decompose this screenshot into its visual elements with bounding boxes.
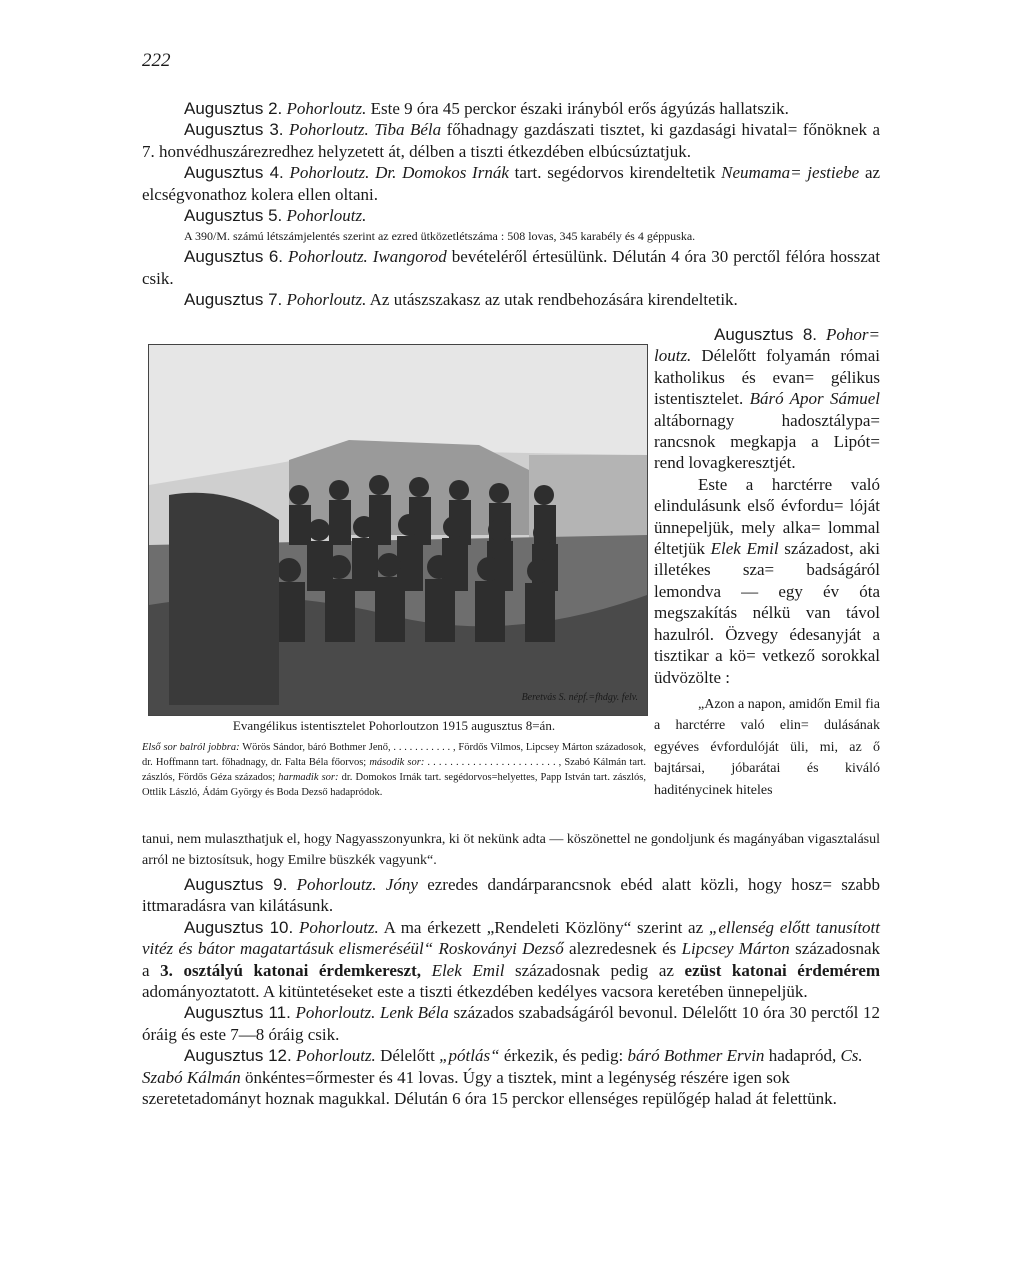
entry-place: Pohorloutz.	[296, 875, 377, 894]
entry-aug-8	[654, 324, 880, 474]
entry-aug-3	[142, 119, 880, 162]
entry-date: Augusztus 8.	[714, 325, 818, 344]
entry-place: Pohorloutz.	[286, 290, 367, 310]
person-name: Jóny	[385, 875, 418, 894]
person-name: Elek Emil	[710, 539, 779, 559]
entry-text: Az utászszakasz az utak rendbehozására kirendeltetik.	[369, 290, 738, 310]
person-name: Roskoványi Dezső	[438, 939, 564, 959]
entry-date: Augusztus 12.	[184, 1046, 292, 1066]
photo-credit: Beretvás S. népf.=fhdgy. felv.	[521, 692, 638, 703]
entry-text: hadapród,	[768, 1046, 837, 1066]
caption-row-label: második sor:	[369, 757, 425, 768]
entry-aug-12	[142, 1045, 880, 1109]
person-name: Tiba Béla	[374, 120, 442, 140]
entry-text: adományoztatott. A kitüntetéseket este a tiszti étkezdében kedélyes vacsora keretében ünnepeljük.	[142, 982, 808, 1002]
entry-date: Augusztus 7.	[184, 290, 283, 310]
entry-place: Pohorloutz.	[296, 1046, 376, 1066]
caption-row-names: . . . . . . . . . . . . . . . . . . . . . . . , Szabó Kálmán tart. zászlós, Fördős Géza százados;	[142, 757, 647, 783]
award-name: 3. osztályú katonai érdemkereszt,	[160, 960, 421, 980]
photo-title: Evangélikus istentisztelet Pohorloutzon 1915 augusztus 8=án.	[232, 718, 556, 733]
entry-place: Pohorloutz.	[295, 1003, 376, 1023]
entry-text: századosnak a	[142, 939, 881, 980]
entry-text: ezredes dandárparancsnok ebéd alatt közli, hogy hosz= szabb ittmaradásra van kilátásunk.	[142, 875, 881, 916]
place-name: Iwangorod	[372, 247, 447, 267]
entry-place: Pohorloutz.	[289, 163, 370, 183]
person-name: Lenk Béla	[379, 1003, 449, 1023]
person-name: báró Bothmer Ervin	[627, 1046, 765, 1066]
entry-text: Délelőtt	[380, 1046, 435, 1066]
entry-text: százados szabadságáról bevonul. Délelőtt 10 óra 30 perctől 12 óráig és este 7—8 óráig csik.	[142, 1003, 880, 1044]
entry-aug-9	[142, 874, 880, 917]
entry-text: érkezik, és pedig:	[503, 1046, 624, 1066]
entry-place: Pohorloutz.	[298, 917, 379, 937]
entry-aug-4	[142, 162, 880, 205]
entry-aug-6	[142, 246, 880, 289]
entry-aug-7	[142, 289, 880, 310]
diary-entries-top	[142, 98, 880, 311]
quote-end-text: tanui, nem mulaszthatjuk el, hogy Nagyasszonyunkra, ki öt nekünk adta — köszönettel ne gondoljunk és magányában vigasztalásul arról ne biztosítsuk, hogy Emilre büszkék vagyunk“.	[142, 832, 880, 869]
letter-quote-end	[142, 829, 880, 872]
entry-date: Augusztus 6.	[184, 247, 284, 267]
entry-date: Augusztus 5.	[184, 206, 283, 226]
entry-text: A ma érkezett „Rendeleti Közlöny“ szerint az	[383, 917, 704, 937]
place-name: Neumama= jestiebe	[721, 163, 860, 183]
entry-text: tart. segédorvos kirendeltetik	[514, 163, 716, 183]
award-name: ezüst katonai érdemérem	[684, 960, 881, 980]
entry-text: főhadnagy gazdászati tisztet, ki gazdasági hivatal= főnöknek a 7. honvédhuszárezredhez helyzetett át, délben a tiszti étkezdében elbúcsúztatjuk.	[142, 120, 881, 161]
photo-caption	[142, 740, 646, 800]
entry-aug-2	[142, 98, 880, 119]
entry-aug-5	[142, 205, 880, 226]
person-name: Cs. Szabó Kálmán	[142, 1046, 863, 1087]
person-name: Dr. Domokos Irnák	[375, 163, 509, 183]
entry-text: századosnak pedig az	[515, 960, 674, 980]
group-photo	[148, 344, 648, 716]
entry-date: Augusztus 10.	[184, 917, 294, 937]
citation-text: „pótlás“	[439, 1046, 500, 1066]
entry-place: Pohorloutz.	[288, 120, 369, 140]
entry-place: Pohorloutz.	[288, 247, 368, 267]
entry-date: Augusztus 4.	[184, 163, 284, 183]
entry-text: századost, aki illetékes sza= badságáról lemondva — egy év óta megszakítás nélkü van távol hazulról. Özvegy édesanyját a tisztikar a kö= vetkező sorokkal üdvözölte :	[654, 539, 881, 687]
entry-date: Augusztus 11.	[184, 1003, 291, 1023]
entry-place: Pohorloutz.	[286, 206, 367, 226]
citation-text: „ellenség előtt tanusított vitéz és bátor magatartásuk elismeréséül“	[142, 917, 880, 959]
entry-aug-10	[142, 917, 880, 1003]
group-photo-illustration	[149, 345, 647, 715]
caption-row-label: Első sor balról jobbra:	[142, 742, 240, 753]
page-number: 222	[142, 50, 171, 71]
caption-row-label: harmadik sor:	[278, 772, 339, 783]
entry-text: Este 9 óra 45 perckor északi irányból erős ágyúzás hallatszik.	[370, 99, 789, 118]
caption-row-names: dr. Domokos Irnák tart. segédorvos=helyettes, Papp István tart. zászlós, Ottlik László, Ádám György és Boda Dezső hadapródok.	[142, 772, 647, 798]
entry-place: Pohorloutz.	[286, 99, 367, 118]
entry-text: önkéntes=őrmester és 41 lovas. Úgy a tisztek, mint a legénység részére igen sok szeretetadományt hoznak magukkal. Délután 6 óra 15 perckor ellenséges repülőgép halad át felettünk.	[142, 1067, 837, 1109]
side-column	[654, 324, 880, 801]
diary-entries-bottom	[142, 874, 880, 1109]
person-name: Báró Apor Sámuel	[749, 389, 880, 409]
person-name: Lipcsey Márton	[681, 939, 790, 959]
entry-aug-5-report: A 390/M. számú létszámjelentés szerint az ezred ütközetlétszáma : 508 lovas, 345 karabély és 4 géppuska.	[184, 229, 696, 244]
caption-row-names: Wörös Sándor, báró Bothmer Jenő, . . . . . . . . . . . , Fördős Vilmos, Lipcsey Márton századosok, dr. Hoffmann tart. főhadnagy, dr. Falta Béla főorvos;	[142, 742, 647, 768]
entry-aug-8-continued	[654, 474, 880, 688]
entry-text: Este a harctérre való elindulásunk első évfordu= lóját ünnepeljük, mely alka= lommal éltetjük	[654, 474, 880, 559]
person-name: Elek Emil	[431, 960, 505, 980]
entry-text: az elcségvonathoz kolera ellen oltani.	[142, 163, 881, 204]
entry-text: bevételéről értesülünk. Délután 4 óra 30 perctől félóra hosszat csik.	[142, 247, 881, 288]
entry-text: altábornagy hadosztálypa= rancsnok megkapja a Lipót= rend lovagkeresztjét.	[654, 410, 880, 473]
photo-figure	[142, 344, 646, 738]
entry-date: Augusztus 3.	[184, 120, 284, 140]
entry-date: Augusztus 9.	[184, 875, 288, 894]
entry-date: Augusztus 2.	[184, 99, 283, 118]
letter-quote: „Azon a napon, amidőn Emil fia a harctérre való elin= dulásának egyéves évfordulóját üli, mi, az ő bajtársai, jóbarátai és kiváló haditénycinek hiteles	[654, 696, 880, 798]
entry-text: alezredesnek és	[569, 939, 677, 959]
entry-aug-11	[142, 1002, 880, 1045]
entry-place: Pohor= loutz.	[654, 325, 881, 366]
entry-text: Délelőtt folyamán római katholikus és evan= gélikus istentisztelet.	[654, 346, 880, 409]
